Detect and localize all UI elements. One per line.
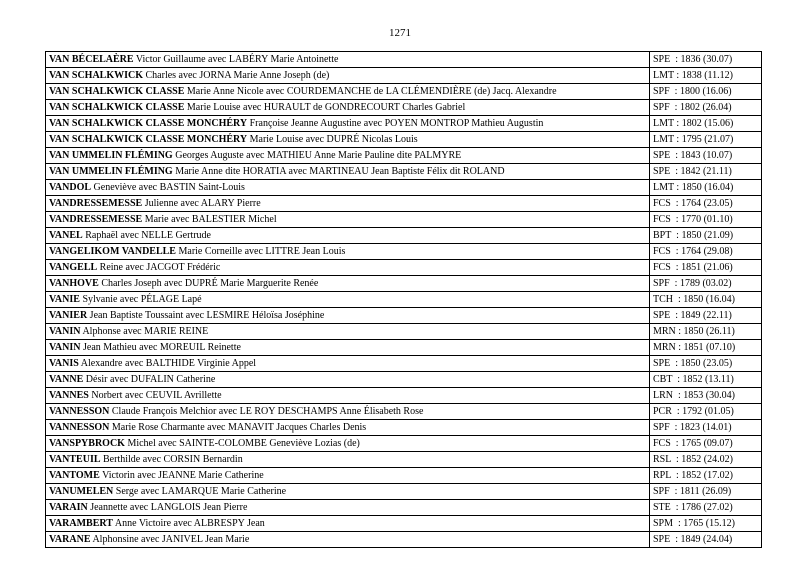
parish-date-cell: LMT : 1838 (11.12) xyxy=(650,68,762,84)
spouse-details: Charles avec JORNA Marie Anne Joseph (de) xyxy=(145,69,330,81)
names-cell xyxy=(46,292,650,308)
parish-date-cell: TCH : 1850 (16.04) xyxy=(650,292,762,308)
spouse-details: Raphaël avec NELLE Gertrude xyxy=(85,229,211,241)
table-row xyxy=(46,292,762,308)
names-cell xyxy=(46,340,650,356)
spouse-details: Marie Anne dite HORATIA avec MARTINEAU Jean Baptiste Félix dit ROLAND xyxy=(175,165,505,177)
names-cell xyxy=(46,372,650,388)
parish-date-cell: FCS : 1765 (09.07) xyxy=(650,436,762,452)
spouse-details: Désir avec DUFALIN Catherine xyxy=(85,373,216,385)
spouse-details: Alexandre avec BALTHIDE Virginie Appel xyxy=(80,357,257,369)
table-row xyxy=(46,196,762,212)
spouse-details: Norbert avec CEUVIL Avrillette xyxy=(91,389,222,401)
names-cell xyxy=(46,132,650,148)
names-cell xyxy=(46,276,650,292)
surname: VANHOVE xyxy=(49,277,99,289)
parish-date-cell: STE : 1786 (27.02) xyxy=(650,500,762,516)
parish-date-cell: FCS : 1770 (01.10) xyxy=(650,212,762,228)
names-cell xyxy=(46,228,650,244)
parish-date-cell: SPF : 1802 (26.04) xyxy=(650,100,762,116)
spouse-details: Georges Auguste avec MATHIEU Anne Marie Pauline dite PALMYRE xyxy=(175,149,462,161)
table-row xyxy=(46,148,762,164)
spouse-details: Victor Guillaume avec LABÉRY Marie Antoinette xyxy=(135,53,339,65)
table-row xyxy=(46,244,762,260)
surname: VANIN xyxy=(49,325,81,337)
table-row xyxy=(46,372,762,388)
names-cell xyxy=(46,180,650,196)
names-cell xyxy=(46,244,650,260)
names-cell xyxy=(46,388,650,404)
spouse-details: Reine avec JACGOT Frédéric xyxy=(99,261,221,273)
names-cell xyxy=(46,212,650,228)
table-row xyxy=(46,516,762,532)
names-cell xyxy=(46,404,650,420)
names-cell xyxy=(46,452,650,468)
table-row xyxy=(46,116,762,132)
names-cell xyxy=(46,84,650,100)
surname: VANNES xyxy=(49,389,89,401)
parish-date-cell: FCS : 1851 (21.06) xyxy=(650,260,762,276)
table-row xyxy=(46,452,762,468)
table-row xyxy=(46,356,762,372)
table-row xyxy=(46,436,762,452)
spouse-details: Berthilde avec CORSIN Bernardin xyxy=(103,453,243,465)
table-row xyxy=(46,308,762,324)
parish-date-cell: SPE : 1842 (21.11) xyxy=(650,164,762,180)
parish-date-cell: LMT : 1795 (21.07) xyxy=(650,132,762,148)
surname: VANIE xyxy=(49,293,80,305)
table-row xyxy=(46,228,762,244)
spouse-details: Alphonse avec MARIE REINE xyxy=(82,325,209,337)
spouse-details: Jean Mathieu avec MOREUIL Reinette xyxy=(83,341,241,353)
spouse-details: Alphonsine avec JANIVEL Jean Marie xyxy=(92,533,250,545)
table-row xyxy=(46,404,762,420)
names-cell xyxy=(46,532,650,548)
surname: VARAMBERT xyxy=(49,517,113,529)
table-row xyxy=(46,388,762,404)
surname: VAN BÉCELAÈRE xyxy=(49,53,134,65)
spouse-details: Michel avec SAINTE-COLOMBE Geneviève Lozias (de) xyxy=(127,437,360,449)
surname: VANDRESSEMESSE xyxy=(49,213,143,225)
spouse-details: Marie Corneille avec LITTRE Jean Louis xyxy=(178,245,346,257)
register-body xyxy=(46,52,762,548)
parish-date-cell: SPF : 1811 (26.09) xyxy=(650,484,762,500)
table-row xyxy=(46,500,762,516)
surname: VAN SCHALKWICK CLASSE MONCHÉRY xyxy=(49,117,248,129)
spouse-details: Victorin avec JEANNE Marie Catherine xyxy=(102,469,264,481)
table-row xyxy=(46,164,762,180)
table-row xyxy=(46,420,762,436)
parish-date-cell: SPE : 1850 (23.05) xyxy=(650,356,762,372)
surname: VANUMELEN xyxy=(49,485,114,497)
spouse-details: Geneviève avec BASTIN Saint-Louis xyxy=(93,181,245,193)
table-row xyxy=(46,324,762,340)
parish-date-cell: SPF : 1789 (03.02) xyxy=(650,276,762,292)
surname: VANNESSON xyxy=(49,421,110,433)
names-cell xyxy=(46,436,650,452)
surname: VANNE xyxy=(49,373,84,385)
names-cell xyxy=(46,308,650,324)
surname: VAN SCHALKWICK CLASSE xyxy=(49,85,185,97)
surname: VAN SCHALKWICK CLASSE xyxy=(49,101,185,113)
surname: VAN SCHALKWICK CLASSE MONCHÉRY xyxy=(49,133,248,145)
parish-date-cell: LRN : 1853 (30.04) xyxy=(650,388,762,404)
surname: VANEL xyxy=(49,229,83,241)
surname: VAN UMMELIN FLÉMING xyxy=(49,149,173,161)
parish-date-cell: CBT : 1852 (13.11) xyxy=(650,372,762,388)
names-cell xyxy=(46,420,650,436)
names-cell xyxy=(46,484,650,500)
parish-date-cell: PCR : 1792 (01.05) xyxy=(650,404,762,420)
parish-date-cell: MRN : 1851 (07.10) xyxy=(650,340,762,356)
parish-date-cell: MRN : 1850 (26.11) xyxy=(650,324,762,340)
table-row xyxy=(46,84,762,100)
table-row xyxy=(46,180,762,196)
spouse-details: Sylvanie avec PÉLAGE Lapé xyxy=(82,293,202,305)
spouse-details: Marie Anne Nicole avec COURDEMANCHE de LA CLÉMENDIÈRE (de) Jacq. Alexandre xyxy=(186,85,557,97)
parish-date-cell: SPE : 1836 (30.07) xyxy=(650,52,762,68)
marriage-register-table xyxy=(45,51,762,548)
spouse-details: Marie Louise avec DUPRÉ Nicolas Louis xyxy=(249,133,418,145)
table-row xyxy=(46,340,762,356)
surname: VANSPYBROCK xyxy=(49,437,125,449)
names-cell xyxy=(46,500,650,516)
parish-date-cell: BPT : 1850 (21.09) xyxy=(650,228,762,244)
surname: VARAIN xyxy=(49,501,88,513)
parish-date-cell: RSL : 1852 (24.02) xyxy=(650,452,762,468)
names-cell xyxy=(46,324,650,340)
parish-date-cell: SPE : 1849 (22.11) xyxy=(650,308,762,324)
table-row xyxy=(46,100,762,116)
spouse-details: Françoise Jeanne Augustine avec POYEN MONTROP Mathieu Augustin xyxy=(249,117,544,129)
names-cell xyxy=(46,116,650,132)
names-cell xyxy=(46,100,650,116)
surname: VANGELL xyxy=(49,261,98,273)
parish-date-cell: SPF : 1800 (16.06) xyxy=(650,84,762,100)
names-cell xyxy=(46,196,650,212)
surname: VAN SCHALKWICK xyxy=(49,69,143,81)
table-row xyxy=(46,212,762,228)
parish-date-cell: SPM : 1765 (15.12) xyxy=(650,516,762,532)
surname: VANDOL xyxy=(49,181,92,193)
parish-date-cell: SPF : 1823 (14.01) xyxy=(650,420,762,436)
parish-date-cell: FCS : 1764 (23.05) xyxy=(650,196,762,212)
surname: VANIS xyxy=(49,357,79,369)
names-cell xyxy=(46,516,650,532)
spouse-details: Marie Louise avec HURAULT de GONDRECOURT Charles Gabriel xyxy=(186,101,466,113)
parish-date-cell: LMT : 1850 (16.04) xyxy=(650,180,762,196)
spouse-details: Serge avec LAMARQUE Marie Catherine xyxy=(115,485,287,497)
names-cell xyxy=(46,164,650,180)
table-row xyxy=(46,468,762,484)
surname: VANTEUIL xyxy=(49,453,101,465)
surname: VANNESSON xyxy=(49,405,110,417)
surname: VANTOME xyxy=(49,469,100,481)
spouse-details: Jeannette avec LANGLOIS Jean Pierre xyxy=(90,501,248,513)
page-number: 1271 xyxy=(389,27,411,39)
spouse-details: Claude François Melchior avec LE ROY DESCHAMPS Anne Élisabeth Rose xyxy=(111,405,424,417)
spouse-details: Anne Victoire avec ALBRESPY Jean xyxy=(114,517,265,529)
parish-date-cell: LMT : 1802 (15.06) xyxy=(650,116,762,132)
table-row xyxy=(46,484,762,500)
table-row xyxy=(46,276,762,292)
table-row xyxy=(46,532,762,548)
table-row xyxy=(46,52,762,68)
surname: VANIER xyxy=(49,309,88,321)
parish-date-cell: SPE : 1843 (10.07) xyxy=(650,148,762,164)
names-cell xyxy=(46,356,650,372)
spouse-details: Charles Joseph avec DUPRÉ Marie Marguerite Renée xyxy=(101,277,319,289)
names-cell xyxy=(46,68,650,84)
spouse-details: Julienne avec ALARY Pierre xyxy=(144,197,261,209)
parish-date-cell: SPE : 1849 (24.04) xyxy=(650,532,762,548)
names-cell xyxy=(46,260,650,276)
table-row xyxy=(46,260,762,276)
parish-date-cell: FCS : 1764 (29.08) xyxy=(650,244,762,260)
surname: VARANE xyxy=(49,533,91,545)
spouse-details: Jean Baptiste Toussaint avec LESMIRE Héloïsa Joséphine xyxy=(89,309,325,321)
parish-date-cell: RPL : 1852 (17.02) xyxy=(650,468,762,484)
spouse-details: Marie Rose Charmante avec MANAVIT Jacques Charles Denis xyxy=(111,421,367,433)
names-cell xyxy=(46,148,650,164)
names-cell xyxy=(46,468,650,484)
surname: VANDRESSEMESSE xyxy=(49,197,143,209)
surname: VANIN xyxy=(49,341,81,353)
names-cell xyxy=(46,52,650,68)
table-row xyxy=(46,132,762,148)
table-row xyxy=(46,68,762,84)
spouse-details: Marie avec BALESTIER Michel xyxy=(144,213,277,225)
surname: VANGELIKOM VANDELLE xyxy=(49,245,176,257)
surname: VAN UMMELIN FLÉMING xyxy=(49,165,173,177)
